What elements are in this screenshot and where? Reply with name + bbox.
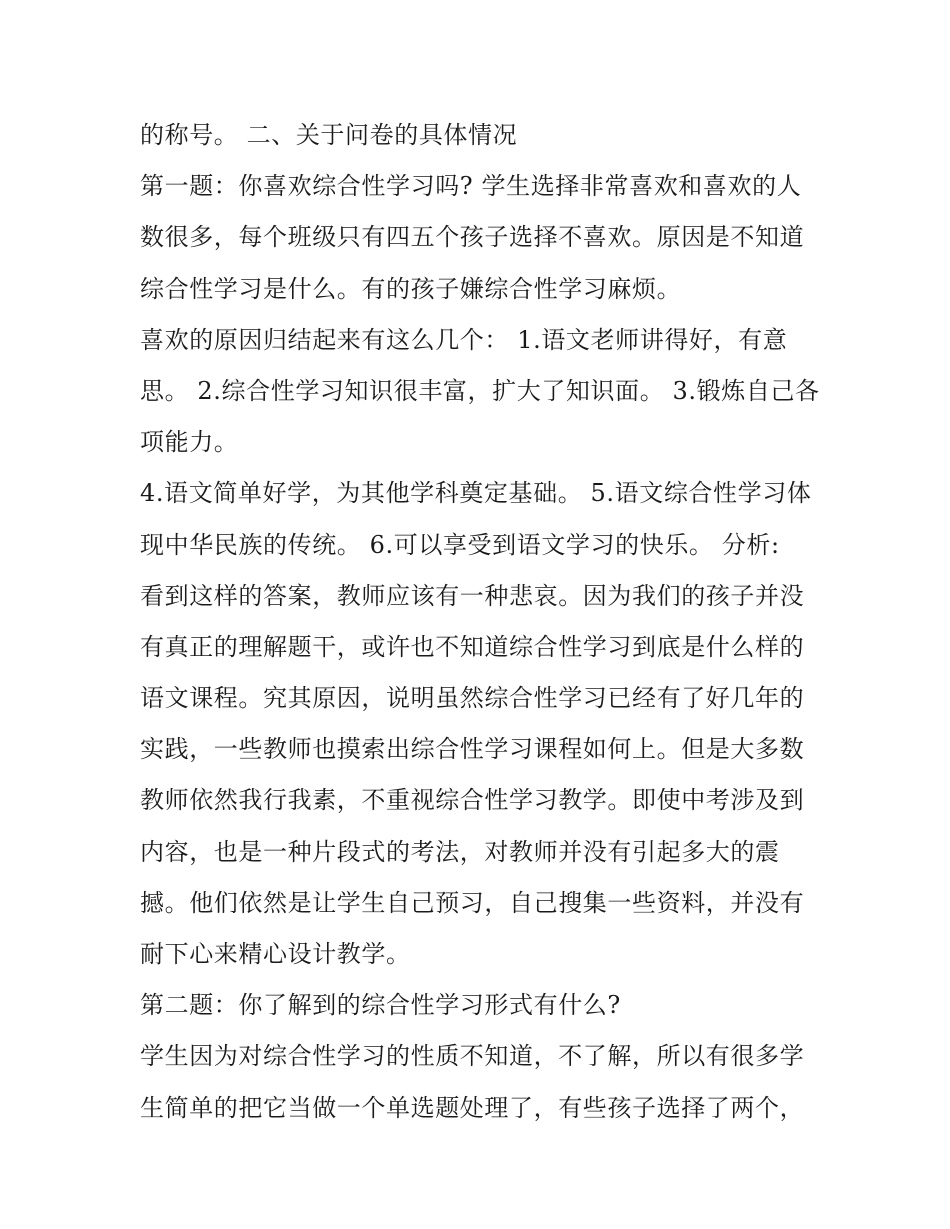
text-line: 撼。他们依然是让学生自己预习，自己搜集一些资料，并没有	[140, 888, 805, 917]
text-line: 实践，一些教师也摸索出综合性学习课程如何上。但是大多数	[140, 735, 805, 764]
text-line: 第一题：你喜欢综合性学习吗? 学生选择非常喜欢和喜欢的人	[140, 172, 802, 201]
text-line: 教师依然我行我素，不重视综合性学习教学。即使中考涉及到	[140, 786, 805, 815]
text-line: 综合性学习是什么。有的孩子嫌综合性学习麻烦。	[140, 274, 682, 303]
text-line: 看到这样的答案，教师应该有一种悲哀。因为我们的孩子并没	[140, 581, 805, 610]
text-line: 语文课程。究其原因，说明虽然综合性学习已经有了好几年的	[140, 684, 805, 713]
text-line: 现中华民族的传统。 6.可以享受到语文学习的快乐。 分析:	[140, 530, 780, 559]
text-line: 生简单的把它当做一个单选题处理了，有些孩子选择了两个，	[140, 1093, 805, 1122]
text-line: 内容，也是一种片段式的考法，对教师并没有引起多大的震	[140, 837, 780, 866]
text-line: 有真正的理解题干，或许也不知道综合性学习到底是什么样的	[140, 632, 805, 661]
text-line: 数很多，每个班级只有四五个孩子选择不喜欢。原因是不知道	[140, 223, 805, 252]
text-line: 耐下心来精心设计教学。	[140, 940, 411, 968]
text-line: 喜欢的原因归结起来有这么几个： 1.语文老师讲得好，有意	[140, 325, 788, 354]
body-text	[140, 110, 820, 1134]
text-line: 学生因为对综合性学习的性质不知道，不了解，所以有很多学	[140, 1042, 805, 1071]
text-line: 的称号。 二、关于问卷的具体情况	[140, 121, 518, 149]
text-line: 项能力。	[140, 428, 239, 457]
text-line: 第二题：你了解到的综合性学习形式有什么?	[140, 991, 621, 1020]
text-line: 思。 2.综合性学习知识很丰富，扩大了知识面。 3.锻炼自己各	[140, 376, 820, 405]
text-line: 4.语文简单好学，为其他学科奠定基础。 5.语文综合性学习体	[140, 479, 812, 508]
